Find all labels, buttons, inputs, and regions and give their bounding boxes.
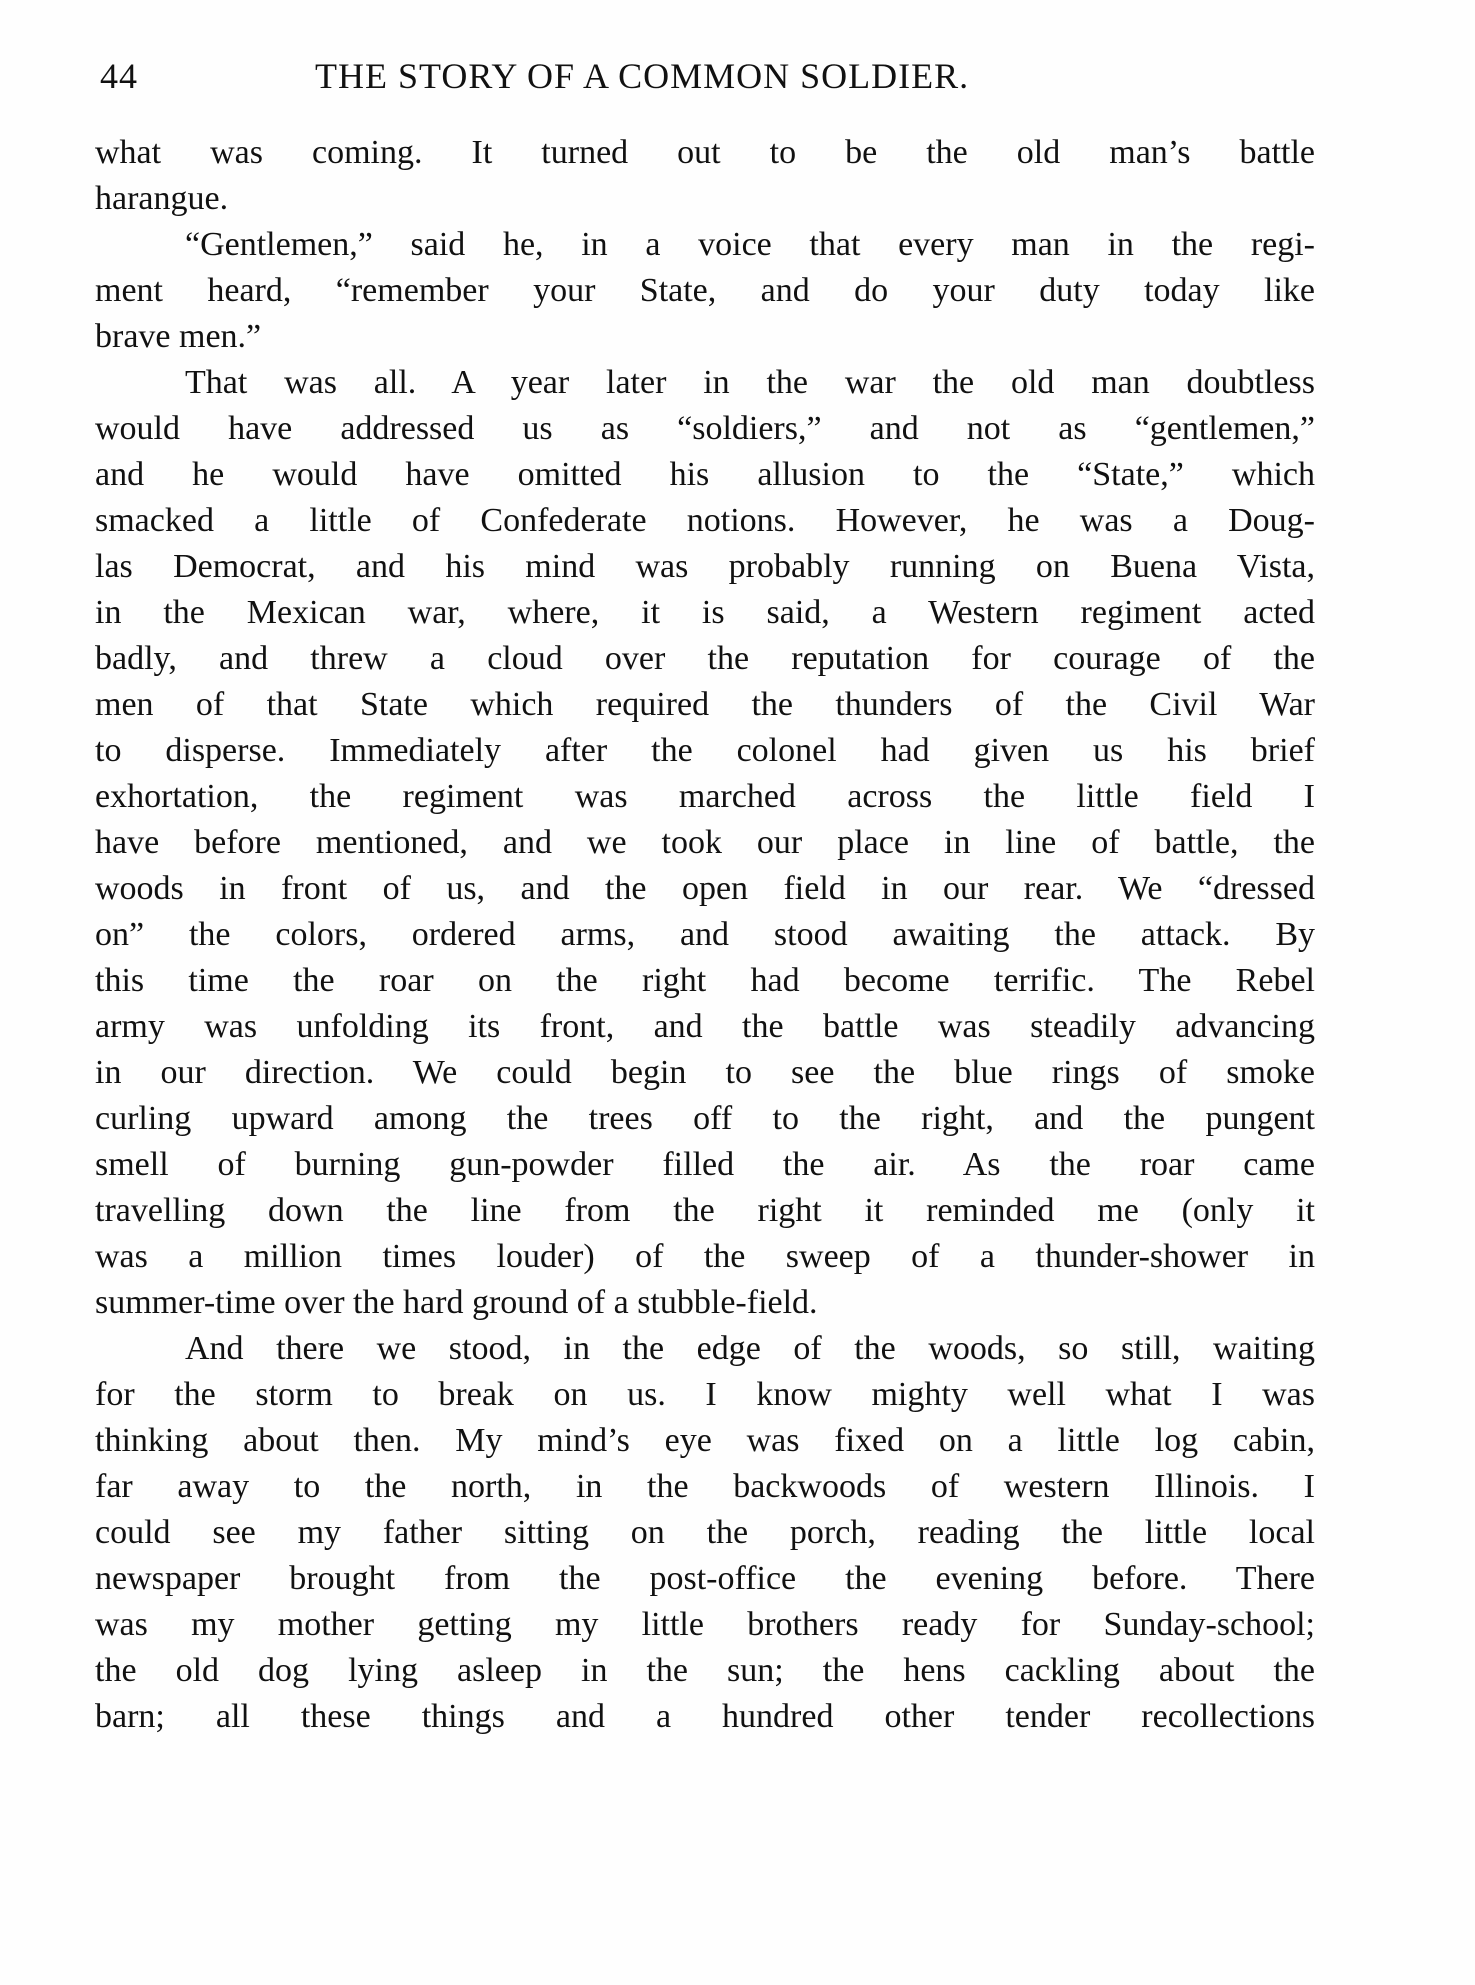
text-line: las Democrat, and his mind was probably running on Buena Vista,	[95, 548, 1315, 585]
text-line: harangue.	[95, 180, 229, 217]
text-line: brave men.”	[95, 318, 262, 355]
running-head: THE STORY OF A COMMON SOLDIER.	[315, 56, 970, 96]
text-line: newspaper brought from the post-office the evening before. There	[95, 1560, 1315, 1597]
text-line: men of that State which required the thunders of the Civil War	[95, 686, 1315, 723]
text-line: was a million times louder) of the sweep of a thunder-shower in	[95, 1238, 1315, 1275]
text-line: badly, and threw a cloud over the reputation for courage of the	[95, 640, 1315, 677]
text-line: And there we stood, in the edge of the woods, so still, waiting	[185, 1330, 1315, 1367]
text-line: “Gentlemen,” said he, in a voice that every man in the regi-	[185, 226, 1315, 263]
text-line: the old dog lying asleep in the sun; the hens cackling about the	[95, 1652, 1315, 1689]
text-line: thinking about then. My mind’s eye was fixed on a little log cabin,	[95, 1422, 1315, 1459]
text-line: in our direction. We could begin to see the blue rings of smoke	[95, 1054, 1315, 1091]
text-line: exhortation, the regiment was marched across the little field I	[95, 778, 1315, 815]
text-line: what was coming. It turned out to be the old man’s battle	[95, 134, 1315, 171]
page-header	[100, 55, 1110, 105]
text-line: have before mentioned, and we took our place in line of battle, the	[95, 824, 1315, 861]
text-line: army was unfolding its front, and the battle was steadily advancing	[95, 1008, 1315, 1045]
text-line: woods in front of us, and the open field in our rear. We “dressed	[95, 870, 1315, 907]
text-line: and he would have omitted his allusion to the “State,” which	[95, 456, 1315, 493]
text-line: to disperse. Immediately after the colonel had given us his brief	[95, 732, 1315, 769]
text-line: smacked a little of Confederate notions. However, he was a Doug-	[95, 502, 1315, 539]
body-text	[95, 130, 1315, 1740]
text-line: curling upward among the trees off to the right, and the pungent	[95, 1100, 1315, 1137]
text-line: summer-time over the hard ground of a stubble-field.	[95, 1284, 818, 1321]
text-line: barn; all these things and a hundred other tender recollections	[95, 1698, 1315, 1735]
text-line: smell of burning gun-powder filled the air. As the roar came	[95, 1146, 1315, 1183]
text-line: travelling down the line from the right it reminded me (only it	[95, 1192, 1315, 1229]
text-line: That was all. A year later in the war the old man doubtless	[185, 364, 1315, 401]
text-line: in the Mexican war, where, it is said, a Western regiment acted	[95, 594, 1315, 631]
page-number: 44	[100, 56, 138, 96]
text-line: this time the roar on the right had become terrific. The Rebel	[95, 962, 1315, 999]
text-line: was my mother getting my little brothers ready for Sunday-school;	[95, 1606, 1315, 1643]
text-line: would have addressed us as “soldiers,” and not as “gentlemen,”	[95, 410, 1315, 447]
text-line: for the storm to break on us. I know mighty well what I was	[95, 1376, 1315, 1413]
text-line: ment heard, “remember your State, and do your duty today like	[95, 272, 1315, 309]
text-line: far away to the north, in the backwoods of western Illinois. I	[95, 1468, 1315, 1505]
text-line: could see my father sitting on the porch, reading the little local	[95, 1514, 1315, 1551]
text-line: on” the colors, ordered arms, and stood awaiting the attack. By	[95, 916, 1315, 953]
